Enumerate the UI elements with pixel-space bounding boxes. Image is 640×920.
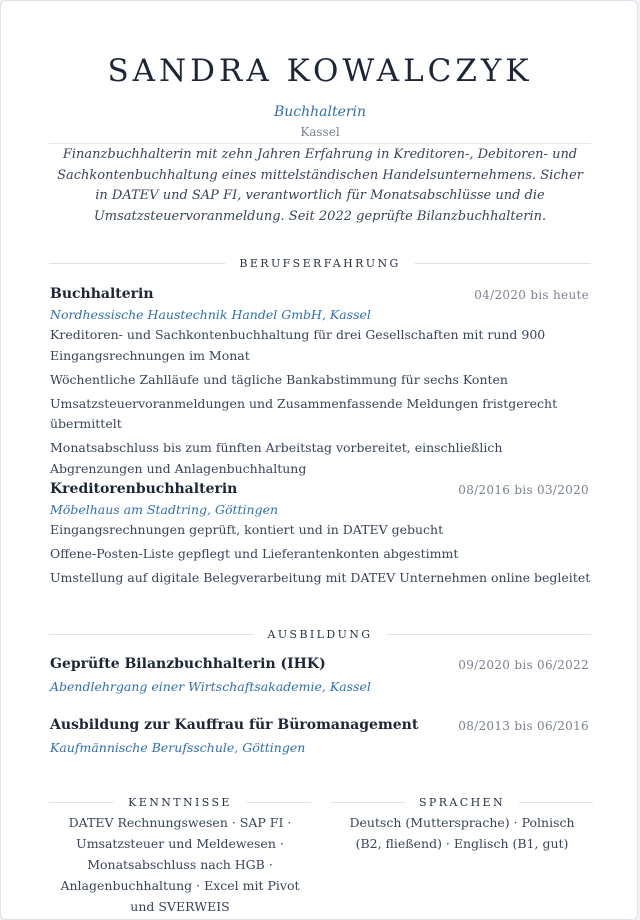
education-title: Ausbildung zur Kauffrau für Büromanagement — [50, 717, 419, 733]
divider — [49, 263, 225, 264]
education-dates: 09/2020 bis 06/2022 — [458, 658, 589, 672]
section-label: BERUFSERFAHRUNG — [239, 256, 401, 270]
education-dates: 08/2013 bis 06/2016 — [458, 719, 589, 733]
duty-item: Umstellung auf digitale Belegverarbeitung mit DATEV Unternehmen online begleitet — [50, 570, 591, 585]
duty-item: Eingangsrechnungen geprüft, kontiert und in DATEV gebucht — [50, 522, 444, 537]
section-heading-experience — [49, 254, 591, 272]
duty-item: Offene-Posten-Liste gepflegt und Lieferantenkonten abgestimmt — [50, 546, 459, 561]
job-employer: Nordhessische Haustechnik Handel GmbH, Kassel — [50, 307, 371, 322]
education-institution: Kaufmännische Berufsschule, Göttingen — [50, 740, 306, 755]
job-duties — [50, 325, 595, 483]
duty-item: Wöchentliche Zahlläufe und tägliche Bankabstimmung für sechs Konten — [50, 371, 508, 387]
section-label: KENNTNISSE — [128, 795, 232, 809]
divider — [49, 634, 254, 635]
section-heading-languages — [331, 793, 593, 811]
job-employer: Möbelhaus am Stadtring, Göttingen — [50, 502, 279, 517]
candidate-role: Buchhalterin — [273, 104, 367, 120]
section-label: AUSBILDUNG — [267, 627, 373, 641]
languages-list: Deutsch (Muttersprache) · Polnisch (B2, fließend) · Englisch (B1, gut) — [349, 815, 575, 851]
profile-summary: Finanzbuchhalterin mit zehn Jahren Erfahrung in Kreditoren-, Debitoren- und Sachkontenbuchhaltung eines mittelständischen Handelsunternehmens. Sicher in DATEV und SAP FI, verantwortlich für Monatsabschlüsse und die Umsatzsteuervoranmeldung. Seit 2022 geprüfte Bilanzbuchhalterin. — [57, 147, 583, 224]
divider — [246, 802, 311, 803]
job-dates: 04/2020 bis heute — [474, 288, 589, 302]
duty-item: Kreditoren- und Sachkontenbuchhaltung für drei Gesellschaften mit rund 900 Eingangsrechnungen im Monat — [50, 327, 546, 363]
section-label: SPRACHEN — [418, 795, 506, 809]
job-title: Buchhalterin — [50, 286, 154, 302]
divider — [387, 634, 592, 635]
skills-list: DATEV Rechnungswesen · SAP FI · Umsatzsteuer und Meldewesen · Monatsabschluss nach HGB · Anlagenbuchhaltung · Excel mit Pivot und SVERWEIS — [60, 815, 300, 914]
duty-item: Umsatzsteuervoranmeldungen und Zusammenfassende Meldungen fristgerecht übermittelt — [50, 395, 558, 431]
candidate-name: SANDRA KOWALCZYK — [107, 53, 533, 89]
divider — [49, 802, 114, 803]
summary-divider — [49, 143, 591, 144]
duty-item: Monatsabschluss bis zum fünften Arbeitstag vorbereitet, einschließlich Abgrenzungen und Anlagenbuchhaltung — [50, 440, 503, 476]
candidate-city: Kassel — [300, 125, 340, 139]
job-duties — [50, 520, 595, 592]
divider — [415, 263, 591, 264]
divider — [331, 802, 405, 803]
education-title: Geprüfte Bilanzbuchhalterin (IHK) — [50, 656, 326, 672]
education-institution: Abendlehrgang einer Wirtschaftsakademie, Kassel — [50, 679, 371, 694]
section-heading-skills — [49, 793, 311, 811]
job-title: Kreditorenbuchhalterin — [50, 481, 238, 497]
section-heading-education — [49, 625, 591, 643]
divider — [519, 802, 593, 803]
job-dates: 08/2016 bis 03/2020 — [458, 483, 589, 497]
